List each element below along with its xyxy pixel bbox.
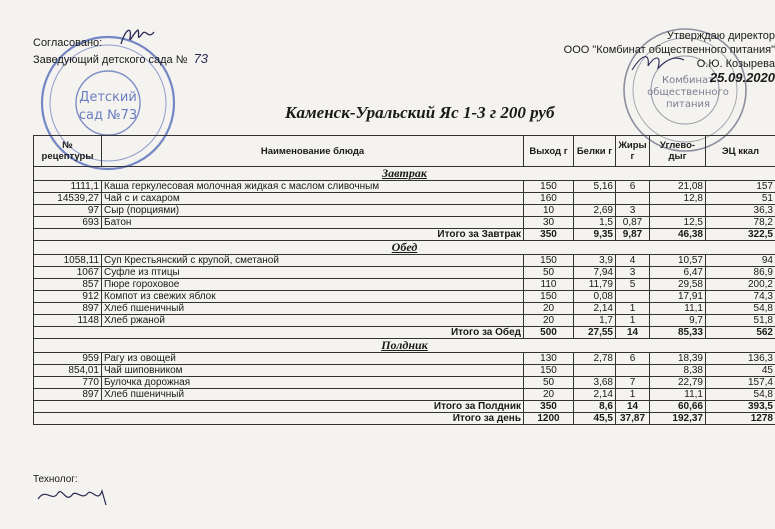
cell-energy: 136,3 [706,353,775,365]
cell-name: Суп Крестьянский с крупой, сметаной [102,255,524,267]
cell-energy: 157,4 [706,377,775,389]
approved-label: Утверждаю директор [666,30,775,42]
technologist-signature [36,483,116,509]
col-yield: Выход г [524,136,574,167]
day-total-protein: 45,5 [574,413,616,425]
cell-protein: 0,08 [574,291,616,303]
cell-fat: 6 [616,353,650,365]
total-yield: 500 [524,327,574,339]
technologist-label: Технолог: [33,474,78,485]
cell-name: Батон [102,217,524,229]
cell-carbs: 17,91 [650,291,706,303]
stamp-left-line1: Детский [79,90,137,105]
col-fat: Жиры г [616,136,650,167]
cell-protein [574,193,616,205]
table-row [34,279,775,291]
cell-yield: 160 [524,193,574,205]
cell-fat: 1 [616,389,650,401]
menu-body [34,167,775,425]
cell-protein [574,365,616,377]
cell-num: 959 [34,353,102,365]
section-header [34,167,775,181]
total-protein: 27,55 [574,327,616,339]
cell-protein: 2,14 [574,303,616,315]
cell-yield: 150 [524,181,574,193]
cell-name: Компот из свежих яблок [102,291,524,303]
cell-yield: 150 [524,365,574,377]
total-yield: 350 [524,229,574,241]
table-row [34,193,775,205]
cell-num: 897 [34,389,102,401]
day-total-energy: 1278 [706,413,775,425]
cell-protein: 2,78 [574,353,616,365]
table-row [34,377,775,389]
cell-energy: 78,2 [706,217,775,229]
cell-fat [616,365,650,377]
head-line [33,51,208,68]
cell-carbs: 22,79 [650,377,706,389]
cell-num: 854,01 [34,365,102,377]
cell-energy: 74,3 [706,291,775,303]
cell-protein: 11,79 [574,279,616,291]
cell-yield: 50 [524,267,574,279]
section-total-row [34,401,775,413]
cell-name: Сыр (порциями) [102,205,524,217]
table-row [34,389,775,401]
cell-num: 1058,11 [34,255,102,267]
cell-name: Пюре гороховое [102,279,524,291]
cell-carbs: 6,47 [650,267,706,279]
col-name: Наименование блюда [102,136,524,167]
head-number: 73 [193,51,209,66]
cell-energy: 94 [706,255,775,267]
cell-num: 857 [34,279,102,291]
cell-name: Рагу из овощей [102,353,524,365]
total-energy: 322,5 [706,229,775,241]
table-row [34,315,775,327]
cell-energy: 36,3 [706,205,775,217]
cell-energy: 45 [706,365,775,377]
cell-carbs: 12,5 [650,217,706,229]
cell-num: 1111,1 [34,181,102,193]
cell-yield: 10 [524,205,574,217]
cell-carbs: 11,1 [650,303,706,315]
cell-yield: 130 [524,353,574,365]
cell-name: Хлеб пшеничный [102,389,524,401]
cell-carbs: 29,58 [650,279,706,291]
cell-num: 1148 [34,315,102,327]
cell-energy: 54,8 [706,303,775,315]
section-title: Обед [34,241,775,255]
total-fat: 9,87 [616,229,650,241]
table-row [34,365,775,377]
cell-fat: 1 [616,303,650,315]
cell-fat [616,291,650,303]
table-row [34,353,775,365]
head-label: Заведующий детского сада № [33,54,188,66]
total-carbs: 60,66 [650,401,706,413]
cell-name: Суфле из птицы [102,267,524,279]
cell-yield: 20 [524,303,574,315]
cell-protein: 2,14 [574,389,616,401]
total-protein: 9,35 [574,229,616,241]
section-total-row [34,229,775,241]
cell-carbs: 10,57 [650,255,706,267]
cell-num: 693 [34,217,102,229]
cell-yield: 20 [524,389,574,401]
total-label: Итого за Обед [34,327,524,339]
day-total-label: Итого за день [34,413,524,425]
cell-name: Чай шиповником [102,365,524,377]
cell-name: Хлеб пшеничный [102,303,524,315]
cell-protein: 2,69 [574,205,616,217]
cell-yield: 110 [524,279,574,291]
cell-fat: 4 [616,255,650,267]
cell-fat: 0,87 [616,217,650,229]
cell-energy: 54,8 [706,389,775,401]
total-yield: 350 [524,401,574,413]
col-energy: ЭЦ ккал [706,136,775,167]
cell-carbs [650,205,706,217]
total-carbs: 85,33 [650,327,706,339]
table-header [34,136,775,167]
cell-num: 770 [34,377,102,389]
cell-fat: 6 [616,181,650,193]
cell-carbs: 12,8 [650,193,706,205]
col-num: № рецептуры [34,136,102,167]
cell-protein: 3,9 [574,255,616,267]
cell-energy: 157 [706,181,775,193]
total-protein: 8,6 [574,401,616,413]
table-row [34,181,775,193]
day-total-yield: 1200 [524,413,574,425]
col-protein: Белки г [574,136,616,167]
section-title: Полдник [34,339,775,353]
total-energy: 393,5 [706,401,775,413]
table-row [34,303,775,315]
section-header [34,241,775,255]
cell-name: Чай с и сахаром [102,193,524,205]
day-total-row [34,413,775,425]
cell-num: 97 [34,205,102,217]
cell-energy: 51,8 [706,315,775,327]
section-header [34,339,775,353]
cell-yield: 30 [524,217,574,229]
cell-fat: 1 [616,315,650,327]
total-label: Итого за Завтрак [34,229,524,241]
cell-carbs: 21,08 [650,181,706,193]
cell-num: 1067 [34,267,102,279]
cell-fat [616,193,650,205]
cell-yield: 150 [524,291,574,303]
total-fat: 14 [616,327,650,339]
cell-num: 14539,27 [34,193,102,205]
cell-num: 912 [34,291,102,303]
total-fat: 14 [616,401,650,413]
org-name: ООО "Комбинат общественного питания" [563,44,775,56]
total-carbs: 46,38 [650,229,706,241]
cell-energy: 51 [706,193,775,205]
stamp-right-line2: общественного [647,87,729,98]
cell-fat: 3 [616,205,650,217]
section-title: Завтрак [34,167,775,181]
cell-carbs: 11,1 [650,389,706,401]
cell-fat: 7 [616,377,650,389]
cell-name: Хлеб ржаной [102,315,524,327]
stamp-left-line2: сад №73 [78,108,138,123]
stamp-right-line1: Комбинат [662,75,714,86]
approval-date: 25.09.2020 [709,70,775,85]
cell-fat: 5 [616,279,650,291]
cell-carbs: 9,7 [650,315,706,327]
cell-protein: 1,7 [574,315,616,327]
page-title: Каменск-Уральский Яс 1-3 г 200 руб [285,103,555,122]
cell-protein: 3,68 [574,377,616,389]
cell-energy: 86,9 [706,267,775,279]
cell-yield: 20 [524,315,574,327]
director-name: О.Ю. Козырева [696,58,775,70]
menu-table [33,135,775,425]
day-total-carbs: 192,37 [650,413,706,425]
stamp-right-line3: питания [665,99,711,110]
total-energy: 562 [706,327,775,339]
table-row [34,205,775,217]
cell-protein: 1,5 [574,217,616,229]
cell-energy: 200,2 [706,279,775,291]
table-row [34,255,775,267]
agreed-label: Согласовано: [33,37,103,49]
col-carbs: Углево-дыг [650,136,706,167]
cell-yield: 50 [524,377,574,389]
table-row [34,291,775,303]
cell-protein: 5,16 [574,181,616,193]
cell-name: Каша геркулесовая молочная жидкая с маслом сливочным [102,181,524,193]
cell-num: 897 [34,303,102,315]
table-row [34,267,775,279]
head-signature [118,24,158,50]
section-total-row [34,327,775,339]
cell-carbs: 18,39 [650,353,706,365]
day-total-fat: 37,87 [616,413,650,425]
cell-name: Булочка дорожная [102,377,524,389]
cell-protein: 7,94 [574,267,616,279]
director-signature [628,48,688,76]
cell-fat: 3 [616,267,650,279]
table-row [34,217,775,229]
cell-yield: 150 [524,255,574,267]
total-label: Итого за Полдник [34,401,524,413]
cell-carbs: 8,38 [650,365,706,377]
